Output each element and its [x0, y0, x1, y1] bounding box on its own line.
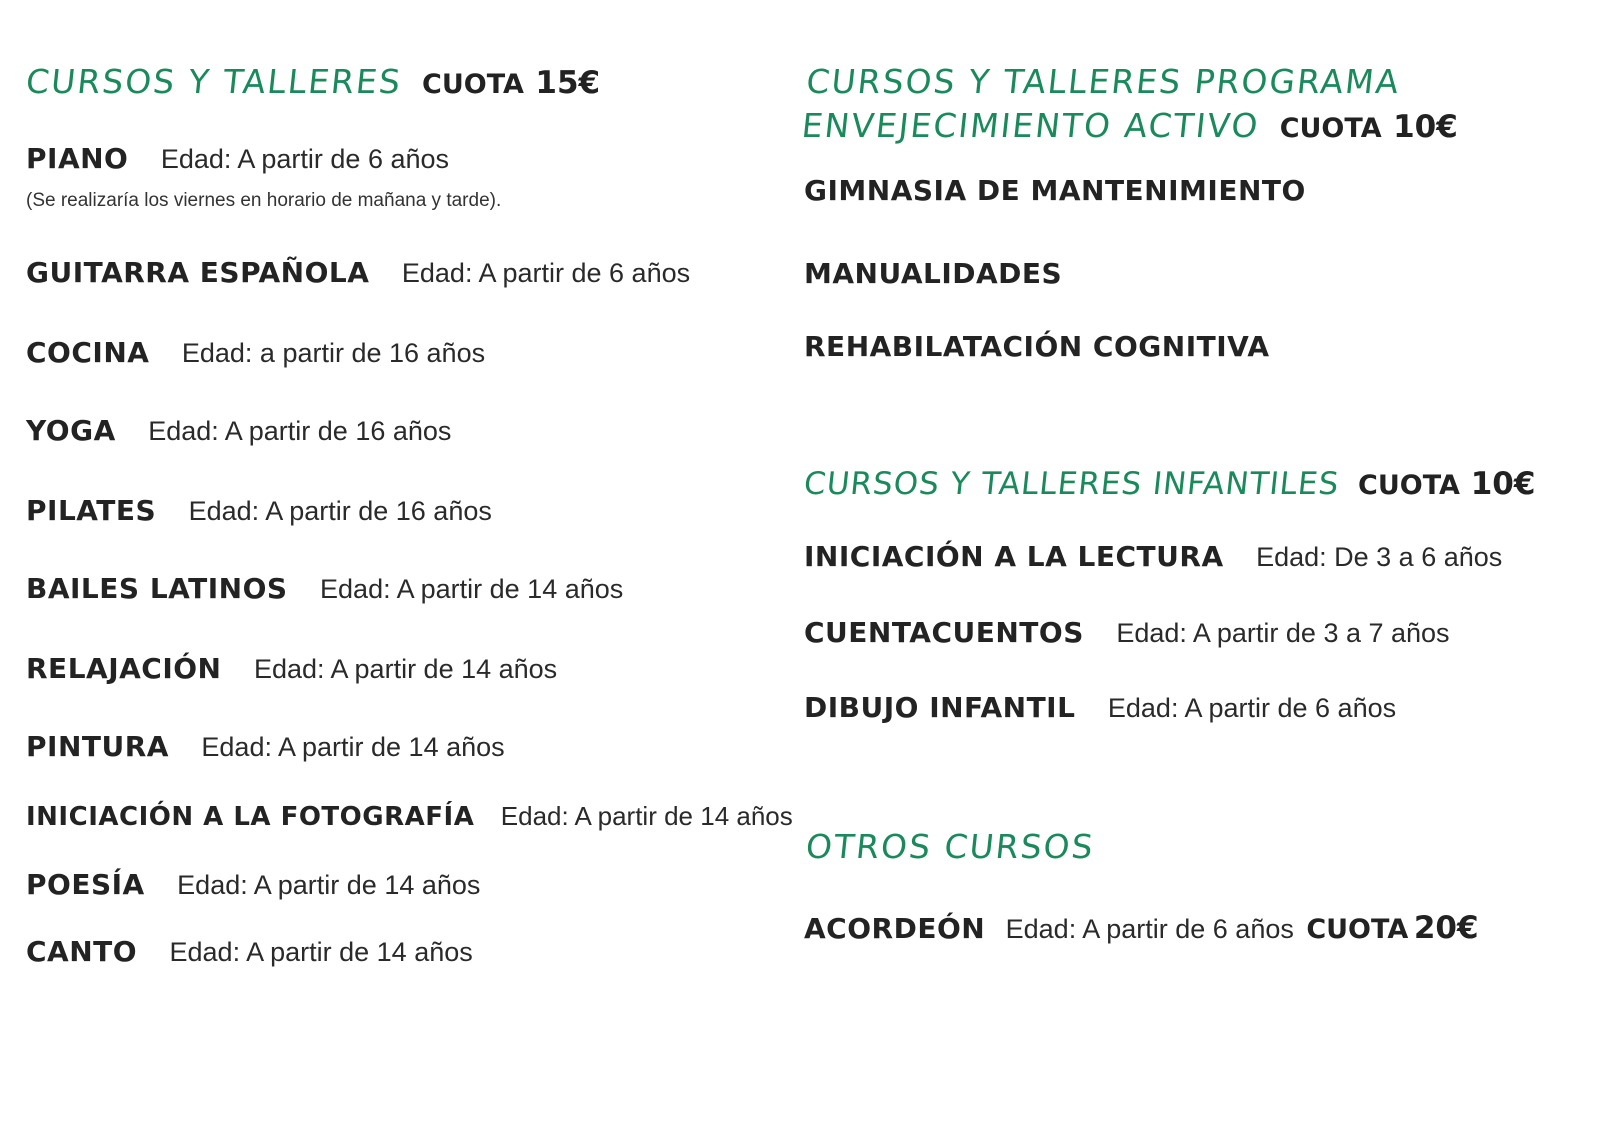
course-name: MANUALIDADES [804, 257, 1063, 290]
course-row-pintura [26, 730, 505, 763]
course-name: COCINA [26, 336, 150, 369]
fee-amount: 10€ [1393, 109, 1458, 145]
course-name: PILATES [26, 494, 157, 527]
fee-label: CUOTA [1358, 470, 1460, 501]
course-row-cuentacuentos [804, 616, 1450, 649]
course-age: Edad: A partir de 16 años [188, 496, 492, 526]
course-age: Edad: A partir de 14 años [169, 937, 473, 967]
fee-label: CUOTA [1279, 113, 1382, 144]
section-title-envejecimiento [799, 60, 1465, 151]
section-title-text: OTROS CURSOS [804, 827, 1097, 866]
course-row-piano [26, 142, 449, 175]
course-age: Edad: A partir de 14 años [177, 870, 481, 900]
course-name: POESÍA [26, 868, 145, 901]
section-title-text: CURSOS Y TALLERES [24, 62, 404, 101]
course-row-pilates [26, 494, 492, 527]
fee-label: CUOTA [422, 69, 525, 100]
course-row-yoga [26, 414, 451, 447]
course-row-poesia [26, 868, 480, 901]
fee-badge [1280, 104, 1458, 151]
course-name: YOGA [26, 414, 116, 447]
section-title-line1: CURSOS Y TALLERES PROGRAMA [804, 62, 1403, 101]
course-age: Edad: A partir de 16 años [148, 416, 452, 446]
course-row-acordeon [804, 910, 1479, 946]
course-name: PIANO [26, 142, 129, 175]
section-title-text: CURSOS Y TALLERES INFANTILES [802, 466, 1342, 502]
course-age: Edad: A partir de 14 años [320, 574, 624, 604]
course-name: PINTURA [26, 730, 169, 763]
fee-badge [1358, 462, 1535, 508]
course-name: BAILES LATINOS [26, 572, 288, 605]
course-note: (Se realizaría los viernes en horario de mañana y tarde). [26, 190, 502, 211]
course-age: Edad: A partir de 14 años [253, 654, 558, 684]
course-row-relajacion [26, 652, 557, 685]
course-age: Edad: A partir de 14 años [500, 801, 793, 831]
fee-badge [422, 60, 600, 107]
fee-amount: 20€ [1413, 910, 1479, 946]
fee-amount: 10€ [1470, 466, 1536, 502]
fee-badge [1306, 910, 1478, 946]
section-title-cursos-talleres [24, 60, 603, 107]
course-age: Edad: A partir de 6 años [1005, 914, 1294, 944]
course-row-cocina [26, 336, 485, 369]
course-name: DIBUJO INFANTIL [804, 691, 1076, 724]
course-row-rehabilitacion [804, 330, 1270, 363]
course-row-guitarra [26, 256, 690, 289]
course-age: Edad: A partir de 6 años [401, 258, 691, 288]
fee-label: CUOTA [1306, 914, 1409, 945]
course-name: REHABILATACIÓN COGNITIVA [804, 330, 1270, 363]
course-name: GIMNASIA DE MANTENIMIENTO [804, 174, 1306, 207]
fee-amount: 15€ [535, 65, 601, 101]
course-age: Edad: A partir de 6 años [1107, 693, 1397, 723]
section-title-line2: ENVEJECIMIENTO ACTIVO [799, 106, 1262, 145]
course-row-bailes-latinos [26, 572, 623, 605]
section-title-otros [804, 825, 1097, 869]
course-name: CUENTACUENTOS [804, 616, 1084, 649]
course-name: RELAJACIÓN [26, 652, 222, 685]
course-age: Edad: A partir de 14 años [201, 732, 505, 762]
course-age: Edad: A partir de 6 años [160, 144, 450, 174]
course-row-lectura [804, 540, 1502, 573]
section-title-infantiles [802, 462, 1538, 508]
course-age: Edad: De 3 a 6 años [1256, 542, 1503, 572]
course-row-dibujo [804, 691, 1396, 724]
course-name: ACORDEÓN [804, 912, 986, 945]
course-name: GUITARRA ESPAÑOLA [26, 256, 370, 289]
course-age: Edad: a partir de 16 años [181, 338, 486, 368]
course-name: INICIACIÓN A LA FOTOGRAFÍA [26, 802, 475, 832]
course-row-canto [26, 935, 473, 968]
course-name: CANTO [26, 935, 138, 968]
course-name: INICIACIÓN A LA LECTURA [804, 540, 1224, 573]
course-age: Edad: A partir de 3 a 7 años [1116, 618, 1450, 648]
course-row-manualidades [804, 257, 1062, 290]
course-row-gimnasia [804, 174, 1306, 207]
course-row-fotografia [26, 801, 793, 832]
